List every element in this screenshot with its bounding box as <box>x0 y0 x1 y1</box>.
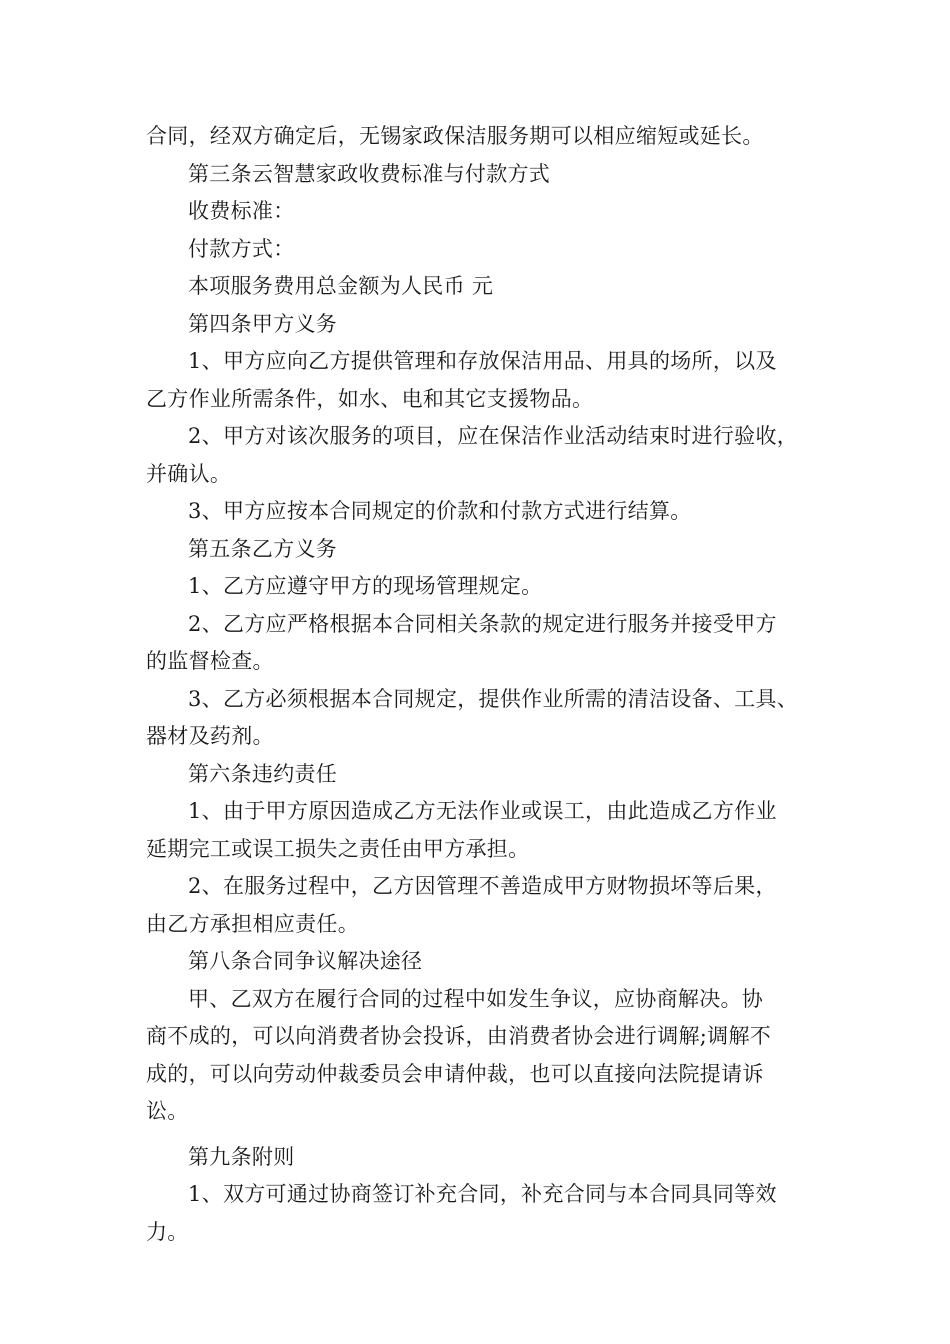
paragraph-line: 1、双方可通过协商签订补充合同，补充合同与本合同具同等效 <box>188 1182 777 1206</box>
paragraph-line: 并确认。 <box>146 461 232 486</box>
paragraph-line: 本项服务费用总金额为人民币 元 <box>188 274 494 298</box>
paragraph-line: 收费标准： <box>188 199 295 223</box>
paragraph-line: 器材及药剂。 <box>146 724 274 748</box>
paragraph-line: 讼。 <box>146 1099 189 1123</box>
paragraph-line: 2、乙方应严格根据本合同相关条款的规定进行服务并接受甲方 <box>188 611 777 636</box>
paragraph-line: 合同，经双方确定后，无锡家政保洁服务期可以相应缩短或延长。 <box>146 124 764 148</box>
document-body <box>146 118 816 1251</box>
paragraph-line: 由乙方承担相应责任。 <box>146 911 359 936</box>
section-heading: 第三条云智慧家政收费标准与付款方式 <box>188 161 551 186</box>
paragraph-line: 的监督检查。 <box>146 649 274 673</box>
paragraph-line: 3、甲方应按本合同规定的价款和付款方式进行结算。 <box>188 499 692 523</box>
section-heading: 第五条乙方义务 <box>188 536 338 561</box>
paragraph-line: 1、乙方应遵守甲方的现场管理规定。 <box>188 574 543 598</box>
paragraph-line: 1、由于甲方原因造成乙方无法作业或误工，由此造成乙方作业 <box>188 799 777 823</box>
paragraph-line: 2、在服务过程中，乙方因管理不善造成甲方财物损坏等后果， <box>188 874 777 898</box>
section-heading: 第六条违约责任 <box>188 761 338 786</box>
paragraph-line: 乙方作业所需条件，如水、电和其它支援物品。 <box>146 386 594 411</box>
paragraph-line: 力。 <box>146 1219 189 1244</box>
section-heading: 第八条合同争议解决途径 <box>188 949 423 973</box>
paragraph-line: 3、乙方必须根据本合同规定，提供作业所需的清洁设备、工具、 <box>188 686 799 711</box>
paragraph-line: 成的，可以向劳动仲裁委员会申请仲裁，也可以直接向法院提请诉 <box>146 1061 764 1086</box>
section-heading: 第四条甲方义务 <box>188 311 338 336</box>
paragraph-line: 1、甲方应向乙方提供管理和存放保洁用品、用具的场所，以及 <box>188 349 777 373</box>
paragraph-gap <box>146 1131 816 1139</box>
section-heading: 第九条附则 <box>188 1144 295 1169</box>
paragraph-line: 延期完工或误工损失之责任由甲方承担。 <box>146 836 530 861</box>
paragraph-line: 商不成的，可以向消费者协会投诉，由消费者协会进行调解;调解不 <box>146 1024 772 1048</box>
paragraph-line: 甲、乙双方在履行合同的过程中如发生争议，应协商解决。协 <box>188 986 764 1011</box>
paragraph-line: 付款方式： <box>188 236 295 261</box>
paragraph-line: 2、甲方对该次服务的项目，应在保洁作业活动结束时进行验收， <box>188 424 799 448</box>
